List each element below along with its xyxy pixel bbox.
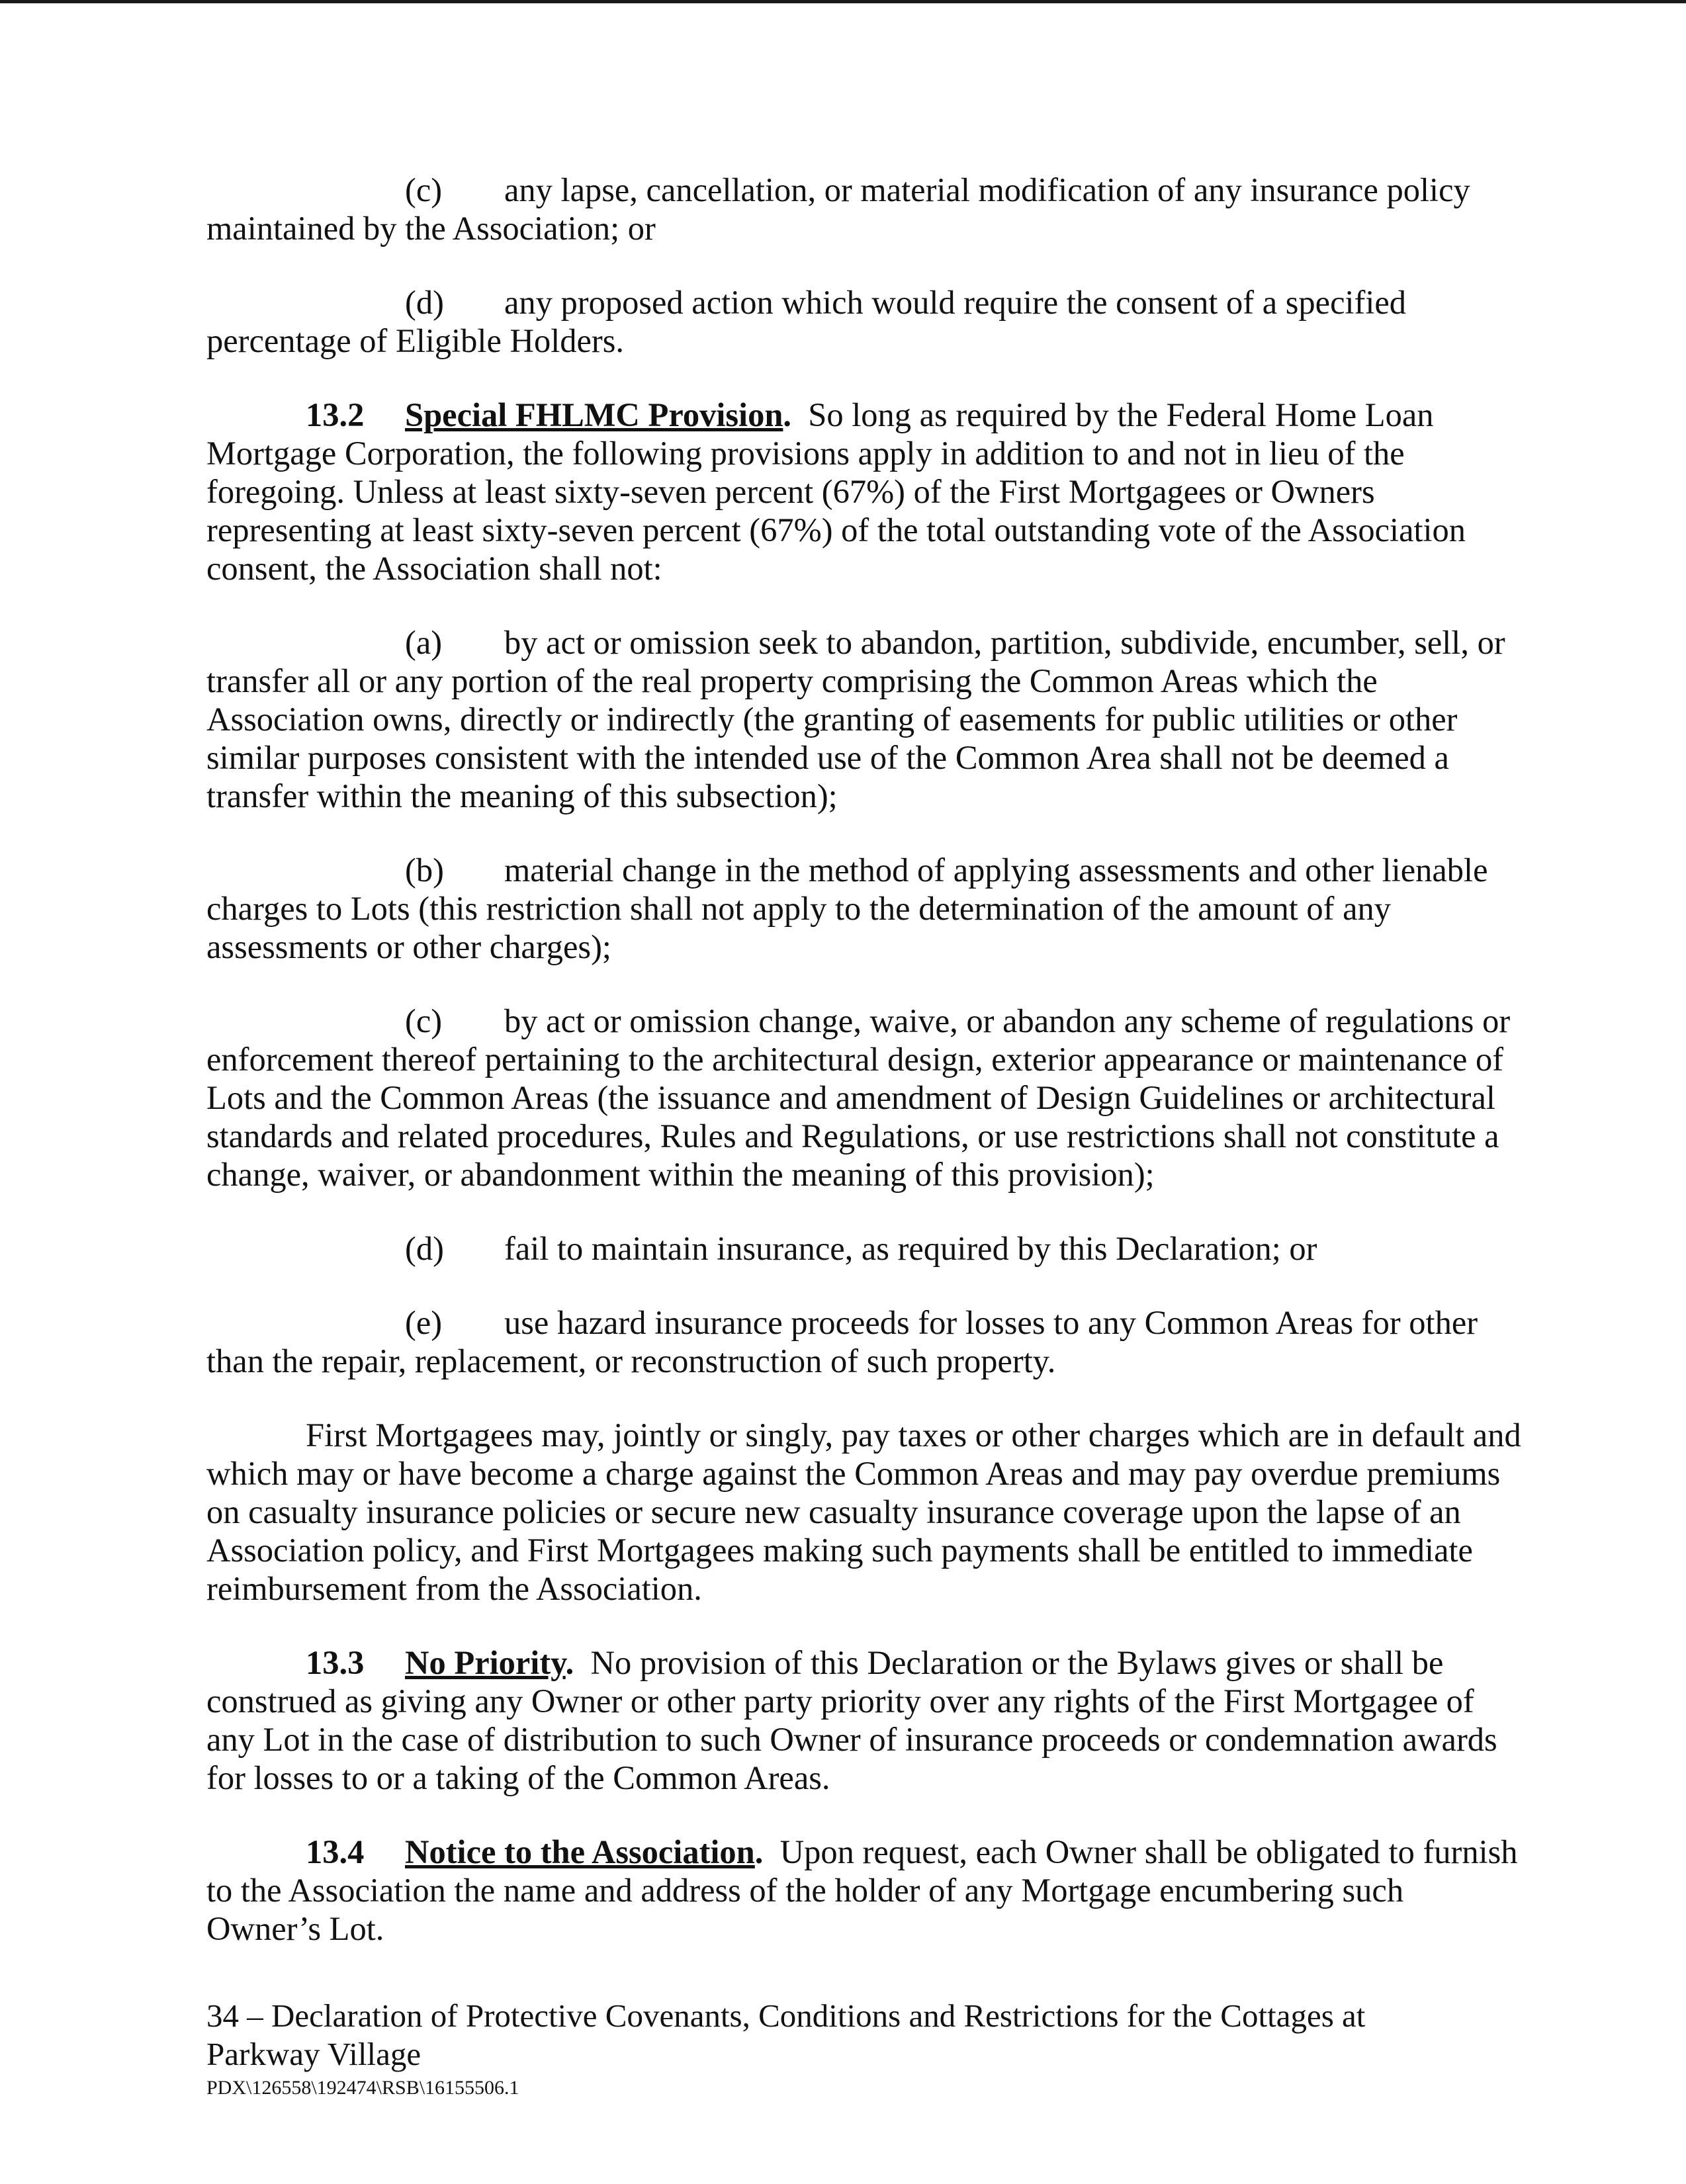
clause-13-2-b [206, 851, 1523, 966]
section-13-4: 13.4 Notice to the Association. Upon request, each Owner shall be obligated to furnish to the Association the name and address of the holder of any Mortgage encumbering such Owner’s Lot. [206, 1833, 1518, 1947]
clause-label: (d) [405, 1230, 444, 1267]
clause-13-2-d [206, 1229, 1523, 1268]
clause-text: material change in the method of applying assessments and other lienable charges to Lots (this restriction shall not apply to the determination of the amount of any assessments or other charges); [206, 852, 1488, 965]
section-heading: Special FHLMC Provision [405, 396, 783, 433]
clause-13-2-c [206, 1002, 1523, 1194]
section-heading: No Priority [405, 1644, 566, 1681]
section-intro: So long as required by the Federal Home Loan Mortgage Corporation, the following provisions apply in addition to and not in lieu of the foregoing. Unless at least sixty-seven percent (67%) of the First Mortgagees or Owners representing at least sixty-seven percent (67%) of the total outstanding vote of the Association consent, the Association shall not: [206, 396, 1466, 587]
clause-label: (d) [405, 284, 444, 321]
clause-text: by act or omission change, waive, or abandon any scheme of regulations or enforcement thereof pertaining to the architectural design, exterior appearance or maintenance of Lots and the Common Areas (the issuance and amendment of Design Guidelines or architectural standards and related procedures, Rules and Regulations, or use restrictions shall not constitute a change, waiver, or abandonment within the meaning of this provision); [206, 1002, 1511, 1193]
section-number: 13.4 [306, 1833, 365, 1870]
clause-13-1-d [206, 283, 1523, 360]
footer-document-code: PDX\126558\192474\RSB\16155506.1 [206, 2077, 519, 2099]
clause-label: (c) [405, 1002, 443, 1039]
clause-13-2-e [206, 1303, 1523, 1380]
section-text: Upon request, each Owner shall be obligated to furnish to the Association the name and address of the holder of any Mortgage encumbering such Owner’s Lot. [206, 1833, 1518, 1947]
section-heading: Notice to the Association [405, 1833, 755, 1870]
clause-13-1-c [206, 171, 1523, 247]
clause-text: by act or omission seek to abandon, partition, subdivide, encumber, sell, or transfer all or any portion of the real property comprising the Common Areas which the Association owns, directly or indirectly (the granting of easements for public utilities or other similar purposes consistent with the intended use of the Common Area shall not be deemed a transfer within the meaning of this subsection); [206, 624, 1505, 814]
clause-13-2-a [206, 623, 1523, 815]
clause-label: (c) [405, 171, 443, 208]
section-13-2: 13.2 Special FHLMC Provision. So long as required by the Federal Home Loan Mortgage Corporation, the following provisions apply in addition to and not in lieu of the foregoing. Unless at least sixty-seven percent (67%) of the First Mortgagees or Owners representing at least sixty-seven percent (67%) of the total outstanding vote of the Association consent, the Association shall not: [206, 396, 1466, 587]
clause-label: (b) [405, 852, 444, 889]
footer-title-line-1: 34 – Declaration of Protective Covenants, Conditions and Restrictions for the Cottages at [206, 1997, 1366, 2034]
section-number: 13.3 [306, 1644, 365, 1681]
section-text: No provision of this Declaration or the Bylaws gives or shall be construed as giving any Owner or other party priority over any rights of the First Mortgagee of any Lot in the case of distribution to such Owner of insurance proceeds or condemnation awards for losses to or a taking of the Common Areas. [206, 1644, 1497, 1796]
clause-label: (e) [405, 1304, 443, 1341]
clause-text: any lapse, cancellation, or material modification of any insurance policy maintained by the Association; or [206, 171, 1470, 247]
clause-text: any proposed action which would require the consent of a specified percentage of Eligible Holders. [206, 284, 1407, 359]
clause-text: fail to maintain insurance, as required by this Declaration; or [504, 1230, 1317, 1267]
clause-text: use hazard insurance proceeds for losses to any Common Areas for other than the repair, replacement, or reconstruction of such property. [206, 1304, 1478, 1379]
section-number: 13.2 [306, 396, 365, 433]
document-page [206, 171, 1523, 1984]
page-top-edge [0, 0, 1686, 3]
page-footer [206, 1997, 1530, 2100]
section-13-3: 13.3 No Priority. No provision of this Declaration or the Bylaws gives or shall be construed as giving any Owner or other party priority over any rights of the First Mortgagee of any Lot in the case of distribution to such Owner of insurance proceeds or condemnation awards for losses to or a taking of the Common Areas. [206, 1644, 1497, 1796]
section-13-2-closing: First Mortgagees may, jointly or singly, pay taxes or other charges which are in default and which may or have become a charge against the Common Areas and may pay overdue premiums on casualty insurance policies or secure new casualty insurance coverage upon the lapse of an Association policy, and First Mortgagees making such payments shall be entitled to immediate reimbursement from the Association. [206, 1417, 1521, 1607]
clause-label: (a) [405, 624, 443, 661]
footer-title-line-2: Parkway Village [206, 2036, 421, 2072]
